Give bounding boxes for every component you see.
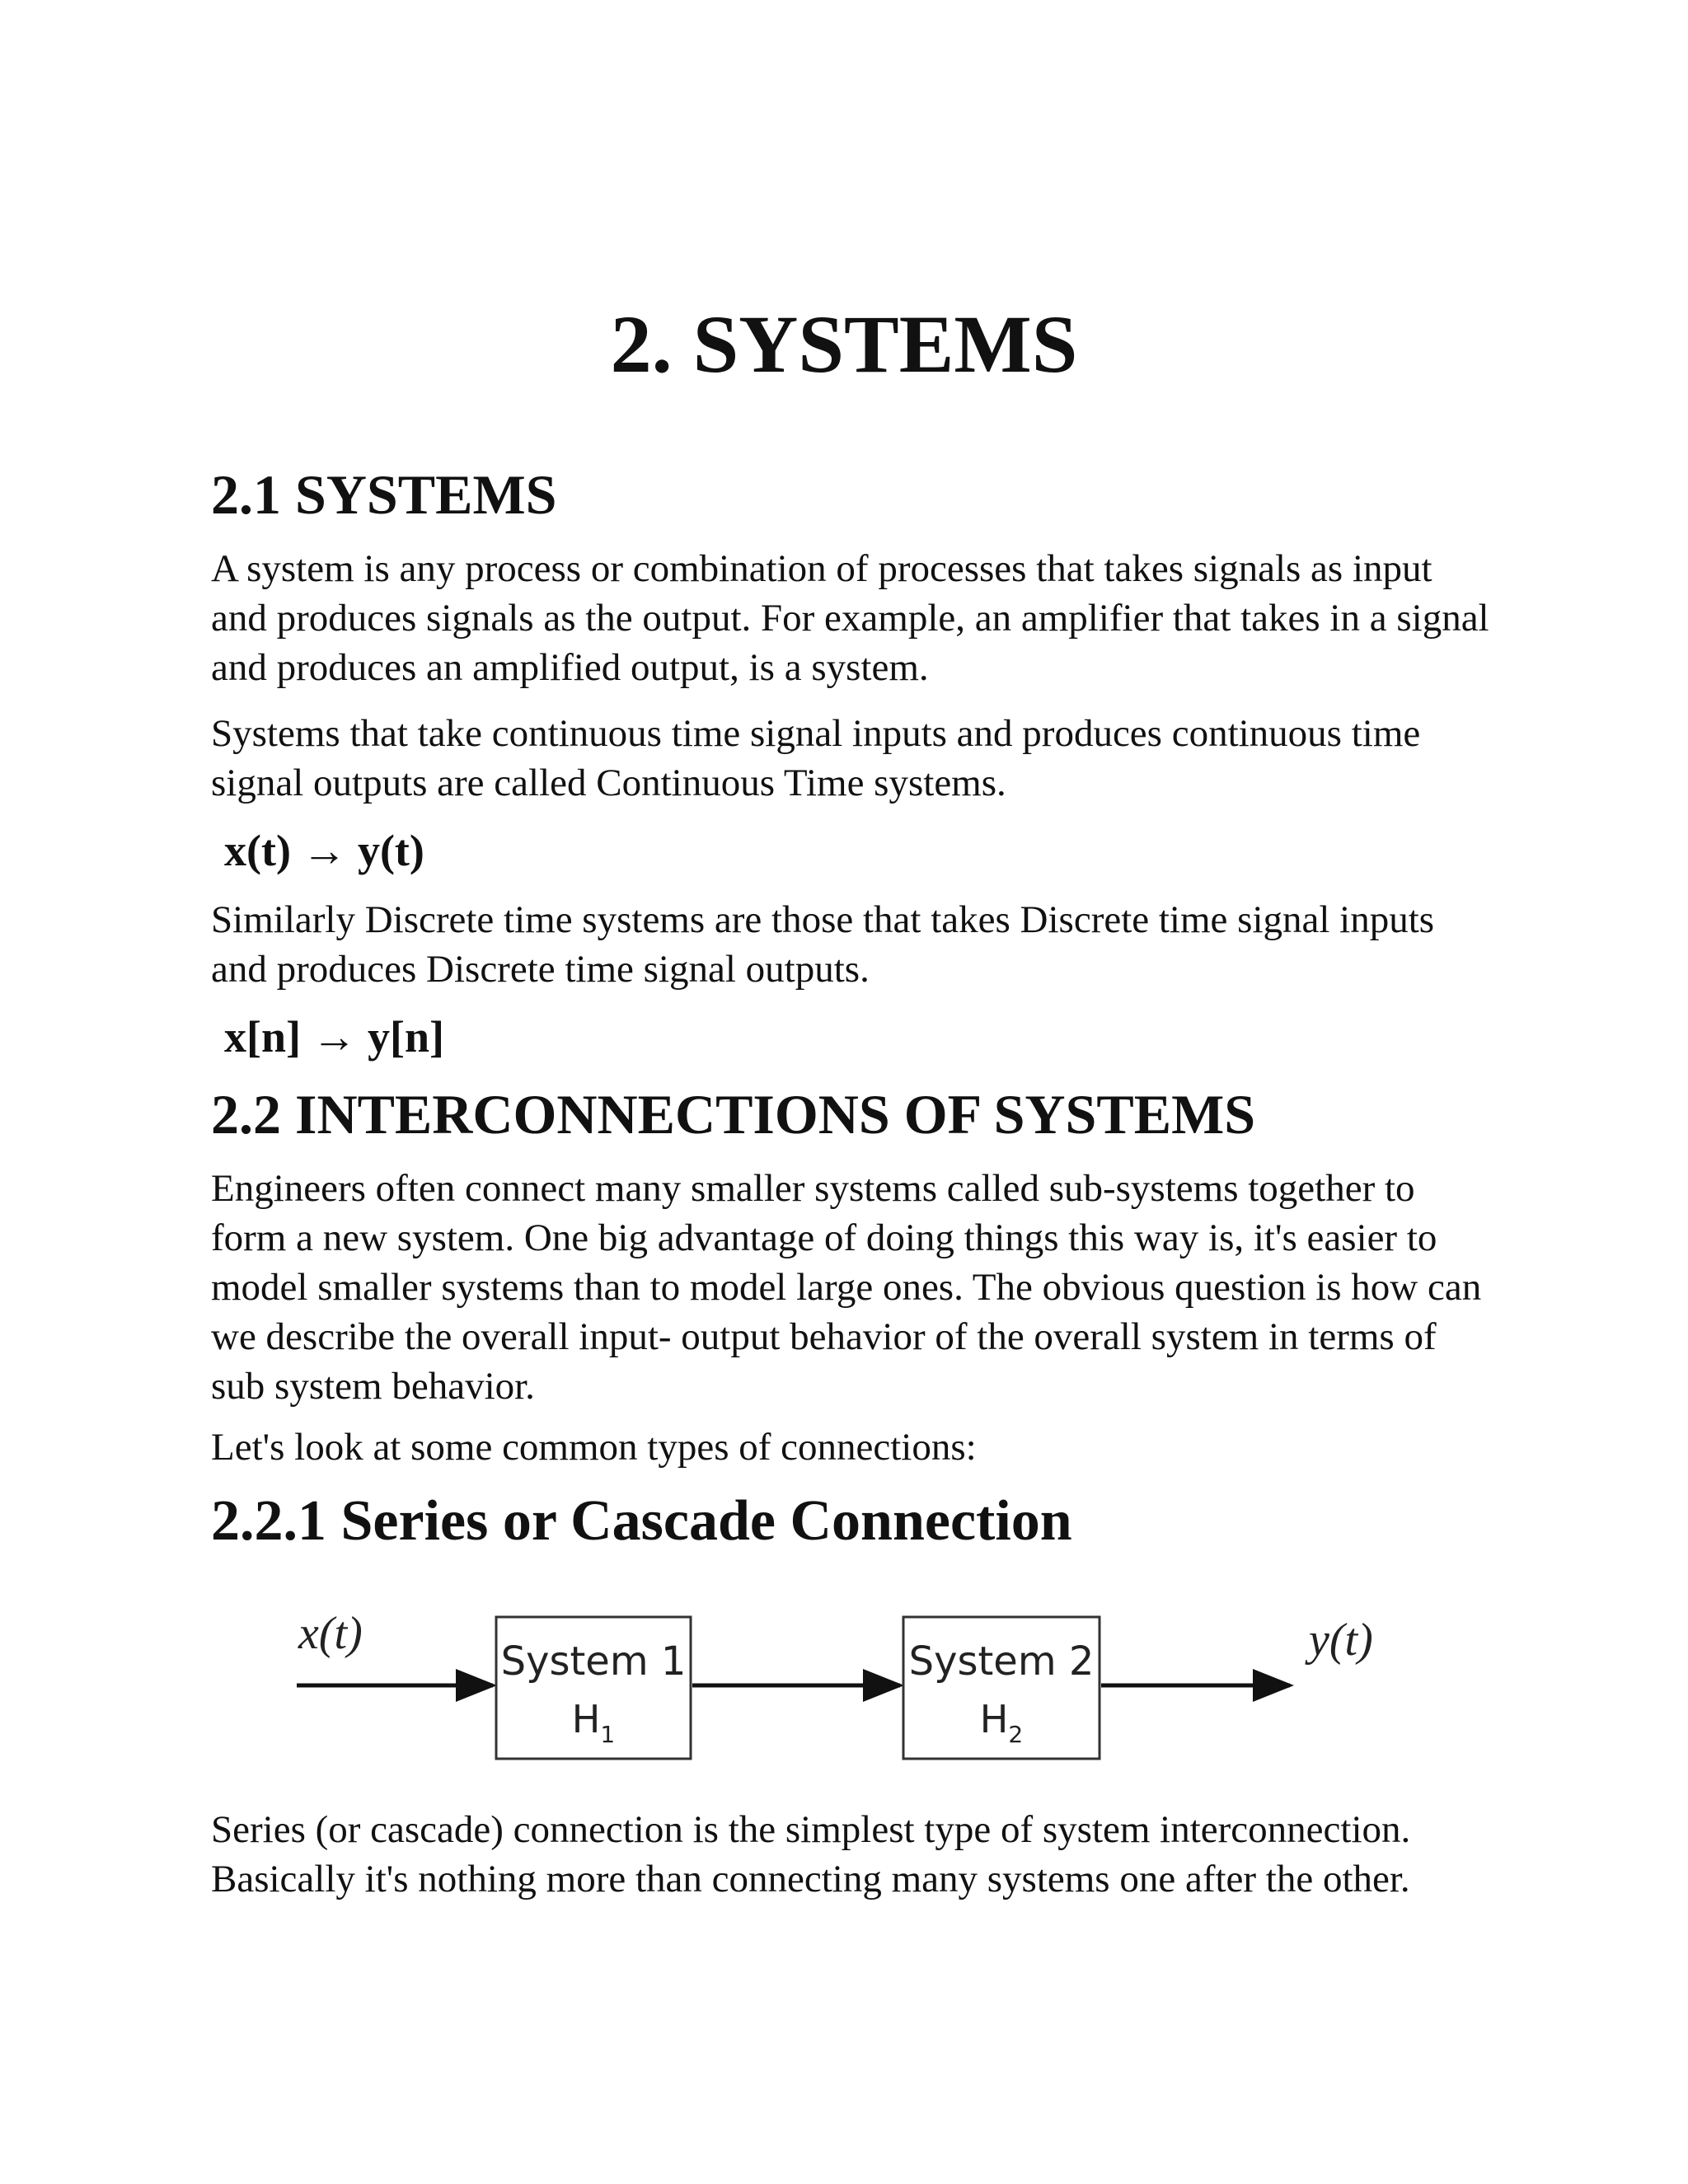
formula-discrete: x[n] → y[n] [224,1012,444,1062]
chapter-title: 2. SYSTEMS [610,298,1078,390]
diagram-output-label: y(t) [1309,1615,1373,1666]
paragraph-discrete-time: Similarly Discrete time systems are those that takes Discrete time signal inputs and produces Discrete time signal outputs. [211,898,1435,991]
system-1-transfer: $H_1$ [571,1697,616,1748]
section-heading-2-2-1: 2.2.1 Series or Cascade Connection [211,1489,1072,1553]
paragraph-interconnections: Engineers often connect many smaller systems called sub-systems together to form a new system. One big advantage of doing things this way is, it's easier to model smaller systems than to model large ones. The obvious question is how can we describe the overall input- output behavior of the overall system in terms of sub system behavior. [211,1167,1482,1408]
diagram-input-label: x(t) [298,1608,363,1659]
paragraph-connection-types: Let's look at some common types of connections: [211,1426,977,1469]
series-connection-diagram [280,1607,1434,1772]
section-heading-2-1: 2.1 SYSTEMS [211,463,557,526]
formula-continuous: x(t) → y(t) [224,826,424,875]
section-heading-2-2: 2.2 INTERCONNECTIONS OF SYSTEMS [211,1083,1256,1146]
paragraph-series-connection: Series (or cascade) connection is the simplest type of system interconnection. Basically it's nothing more than connecting many systems one after the other. [211,1808,1411,1900]
paragraph-system-definition: A system is any process or combination of processes that takes signals as input and produces signals as the output. For example, an amplifier that takes in a signal and produces an amplified output, is a system. [211,547,1489,689]
system-2-transfer: $H_2$ [979,1697,1024,1748]
system-1-label: System 1 [500,1638,687,1685]
system-2-label: System 2 [908,1638,1095,1685]
paragraph-continuous-time: Systems that take continuous time signal inputs and produces continuous time signal outputs are called Continuous Time systems. [211,712,1421,804]
